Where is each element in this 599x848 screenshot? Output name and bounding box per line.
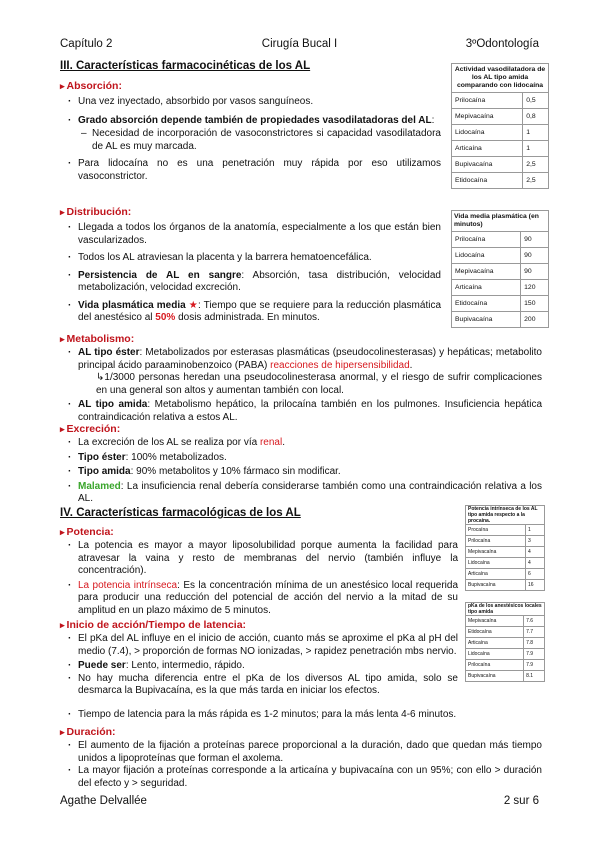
table-row: Mepivacaína 90 <box>452 264 549 280</box>
table-row: Articaína 6 <box>466 569 545 580</box>
table-header: Vida media plasmática (en minutos) <box>452 211 549 232</box>
table-header: pKa de los anestésicos locales tipo amida <box>466 603 545 616</box>
table-row: Prilocaína 0,5 <box>452 93 549 109</box>
list-item: · La potencia intrínseca: Es la concentración mínima de un anestésico local requerida para producir una reducción del potencial de acción del nervio a la mitad de su amplitud en un plazo máximo de 5 minutos. <box>66 580 458 618</box>
header-course: Cirugía Bucal I <box>261 38 338 50</box>
table-row: Articaína 7.8 <box>466 638 545 649</box>
page-header <box>60 38 539 52</box>
potencia-list <box>66 540 458 617</box>
header-grade: 3ºOdontología <box>465 38 539 50</box>
list-item: · El aumento de la fijación a proteínas parece proporcional a la duración, dado que quedan más tiempo unidos a lipoproteínas que forman el axolema. <box>66 740 542 765</box>
list-item: · Para lidocaína no es una penetración muy rápida por eso utilizamos vasoconstrictor. <box>66 158 441 183</box>
table-row: Bupivacaína 8.1 <box>466 671 545 682</box>
duracion-heading: ▸ Duración: <box>60 726 116 738</box>
footer-author: Agathe Delvallée <box>60 795 147 807</box>
list-item: · Una vez inyectado, absorbido por vasos sanguíneos. <box>66 96 441 109</box>
list-item: · Persistencia de AL en sangre: Absorción, tasa distribución, velocidad metabolización, velocidad excreción. <box>66 270 441 295</box>
table-row: Mepivacaína 7.6 <box>466 616 545 627</box>
potencia-heading: ▸ Potencia: <box>60 526 114 538</box>
absorcion-heading: ▸ Absorción: <box>60 80 122 92</box>
list-item: · La excreción de los AL se realiza por vía renal. <box>66 437 542 450</box>
table-row: Etidocaína 2,5 <box>452 173 549 189</box>
table-row: Articaína 1 <box>452 141 549 157</box>
list-item: · Tipo éster: 100% metabolizados. <box>66 452 542 465</box>
inicio-heading: ▸ Inicio de acción/Tiempo de latencia: <box>60 619 247 631</box>
bullet-arrow-icon: ▸ <box>60 334 65 344</box>
inicio-list <box>66 633 458 698</box>
bullet-arrow-icon: ▸ <box>60 620 65 630</box>
absorcion-list <box>66 96 441 183</box>
list-item: · No hay mucha diferencia entre el pKa de los diversos AL tipo amida, solo se desmarca la Bupivacaína, es la que más tarda en iniciar los efectos. <box>66 673 458 698</box>
bullet-arrow-icon: ▸ <box>60 527 65 537</box>
table-pka <box>465 602 545 682</box>
bullet-arrow-icon: ▸ <box>60 424 65 434</box>
distribucion-heading: ▸ Distribución: <box>60 206 132 218</box>
list-item: · La mayor fijación a proteínas corresponde a la articaína y bupivacaína con un 95%; con ello > duración del efecto y > seguridad. <box>66 765 542 790</box>
table-row: Etidocaína 7.7 <box>466 627 545 638</box>
table-row: Lidocaína 7.9 <box>466 649 545 660</box>
bullet-arrow-icon: ▸ <box>60 207 65 217</box>
section-3-title: III. Características farmacocinéticas de los AL <box>60 60 311 72</box>
bullet-arrow-icon: ▸ <box>60 81 65 91</box>
inicio-list-cont <box>66 709 542 722</box>
list-item: · El pKa del AL influye en el inicio de acción, cuanto más se aproxime el pKa al pH del medio (7.4), > proporción de formas NO ionizadas, > rapidez penetración mbs nervio. <box>66 633 458 658</box>
list-item: · Tiempo de latencia para la más rápida es 1-2 minutos; para la más lenta 4-6 minutos. <box>66 709 542 722</box>
list-item: · Llegada a todos los órganos de la anatomía, especialmente a los que están bien vascularizados. <box>66 222 441 247</box>
table-row: Articaína 120 <box>452 280 549 296</box>
list-item: · Vida plasmática media ★: Tiempo que se requiere para la reducción plasmática del anestésico al 50% dosis administrada. En minutos. <box>66 300 441 325</box>
metabolismo-heading: ▸ Metabolismo: <box>60 333 135 345</box>
table-vida-media <box>451 210 549 328</box>
header-chapter: Capítulo 2 <box>60 38 113 50</box>
table-row: Etidocaína 150 <box>452 296 549 312</box>
table-row: Lidocaína 1 <box>452 125 549 141</box>
list-item: · Todos los AL atraviesan la placenta y la barrera hematoencefálica. <box>66 252 441 265</box>
list-item: · Malamed: La insuficiencia renal debería considerarse también como una contraindicación relativa a los AL. <box>66 481 542 506</box>
table-row: Lidocaína 90 <box>452 248 549 264</box>
table-row: Bupivacaína 200 <box>452 312 549 328</box>
table-potencia <box>465 505 545 591</box>
table-row: Bupivacaína 2,5 <box>452 157 549 173</box>
list-item: · La potencia es mayor a mayor liposolubilidad porque aumenta la facilidad para atravesar la vaina y resto de membranas del nervio (también influye la concentración). <box>66 540 458 578</box>
metabolismo-list <box>66 347 542 424</box>
section-4-title: IV. Características farmacológicas de los AL <box>60 507 301 519</box>
table-row: Bupivacaína 16 <box>466 580 545 591</box>
table-row: Prilocaína 90 <box>452 232 549 248</box>
excrecion-list <box>66 437 542 506</box>
page-number: 2 sur 6 <box>503 795 539 807</box>
excrecion-heading: ▸ Excreción: <box>60 423 121 435</box>
list-item: · Puede ser: Lento, intermedio, rápido. <box>66 660 458 673</box>
list-item: · Tipo amida: 90% metabolitos y 10% fármaco sin modificar. <box>66 466 542 479</box>
table-row: Lidocaína 4 <box>466 558 545 569</box>
list-item: · AL tipo éster: Metabolizados por esterasas plasmáticas (pseudocolinesterasas) y hepáticas; metabolito principal ácido paraaminobenzoico (PABA) reacciones de hipersensibilidad. ↳1/3000 personas heredan una pseudocolinesterasa anormal, y el riesgo de sufrir complicaciones en una general son altos y aumentan también con local. <box>66 347 542 397</box>
absorcion-sublist <box>78 128 441 153</box>
table-header: Potencia intrínseca de los AL tipo amida respecto a la procaína. <box>466 506 545 525</box>
list-item: – Necesidad de incorporación de vasoconstrictores si capacidad vasodilatadora de AL es muy marcada. <box>78 128 441 153</box>
page-footer <box>60 795 539 807</box>
distribucion-list <box>66 222 441 325</box>
table-row: Prilocaína 7.9 <box>466 660 545 671</box>
table-row: Procaína 1 <box>466 525 545 536</box>
star-icon: ★ <box>188 299 199 311</box>
table-header: Actividad vasodilatadora de los AL tipo amida comparando con lidocaína <box>452 64 549 93</box>
table-row: Mepivacaína 0,8 <box>452 109 549 125</box>
table-row: Mepivacaína 4 <box>466 547 545 558</box>
table-row: Prilocaína 3 <box>466 536 545 547</box>
bullet-arrow-icon: ▸ <box>60 727 65 737</box>
list-item: · Grado absorción depende también de propiedades vasodilatadoras del AL: – Necesidad de incorporación de vasoconstrictores si capacidad vasodilatadora de AL es muy marcada. <box>66 115 441 154</box>
duracion-list <box>66 740 542 790</box>
table-vasodilatadora <box>451 63 549 189</box>
list-item: · AL tipo amida: Metabolismo hepático, la prilocaína también en los pulmones. Insuficiencia hepática contraindicación relativa a estos AL. <box>66 399 542 424</box>
